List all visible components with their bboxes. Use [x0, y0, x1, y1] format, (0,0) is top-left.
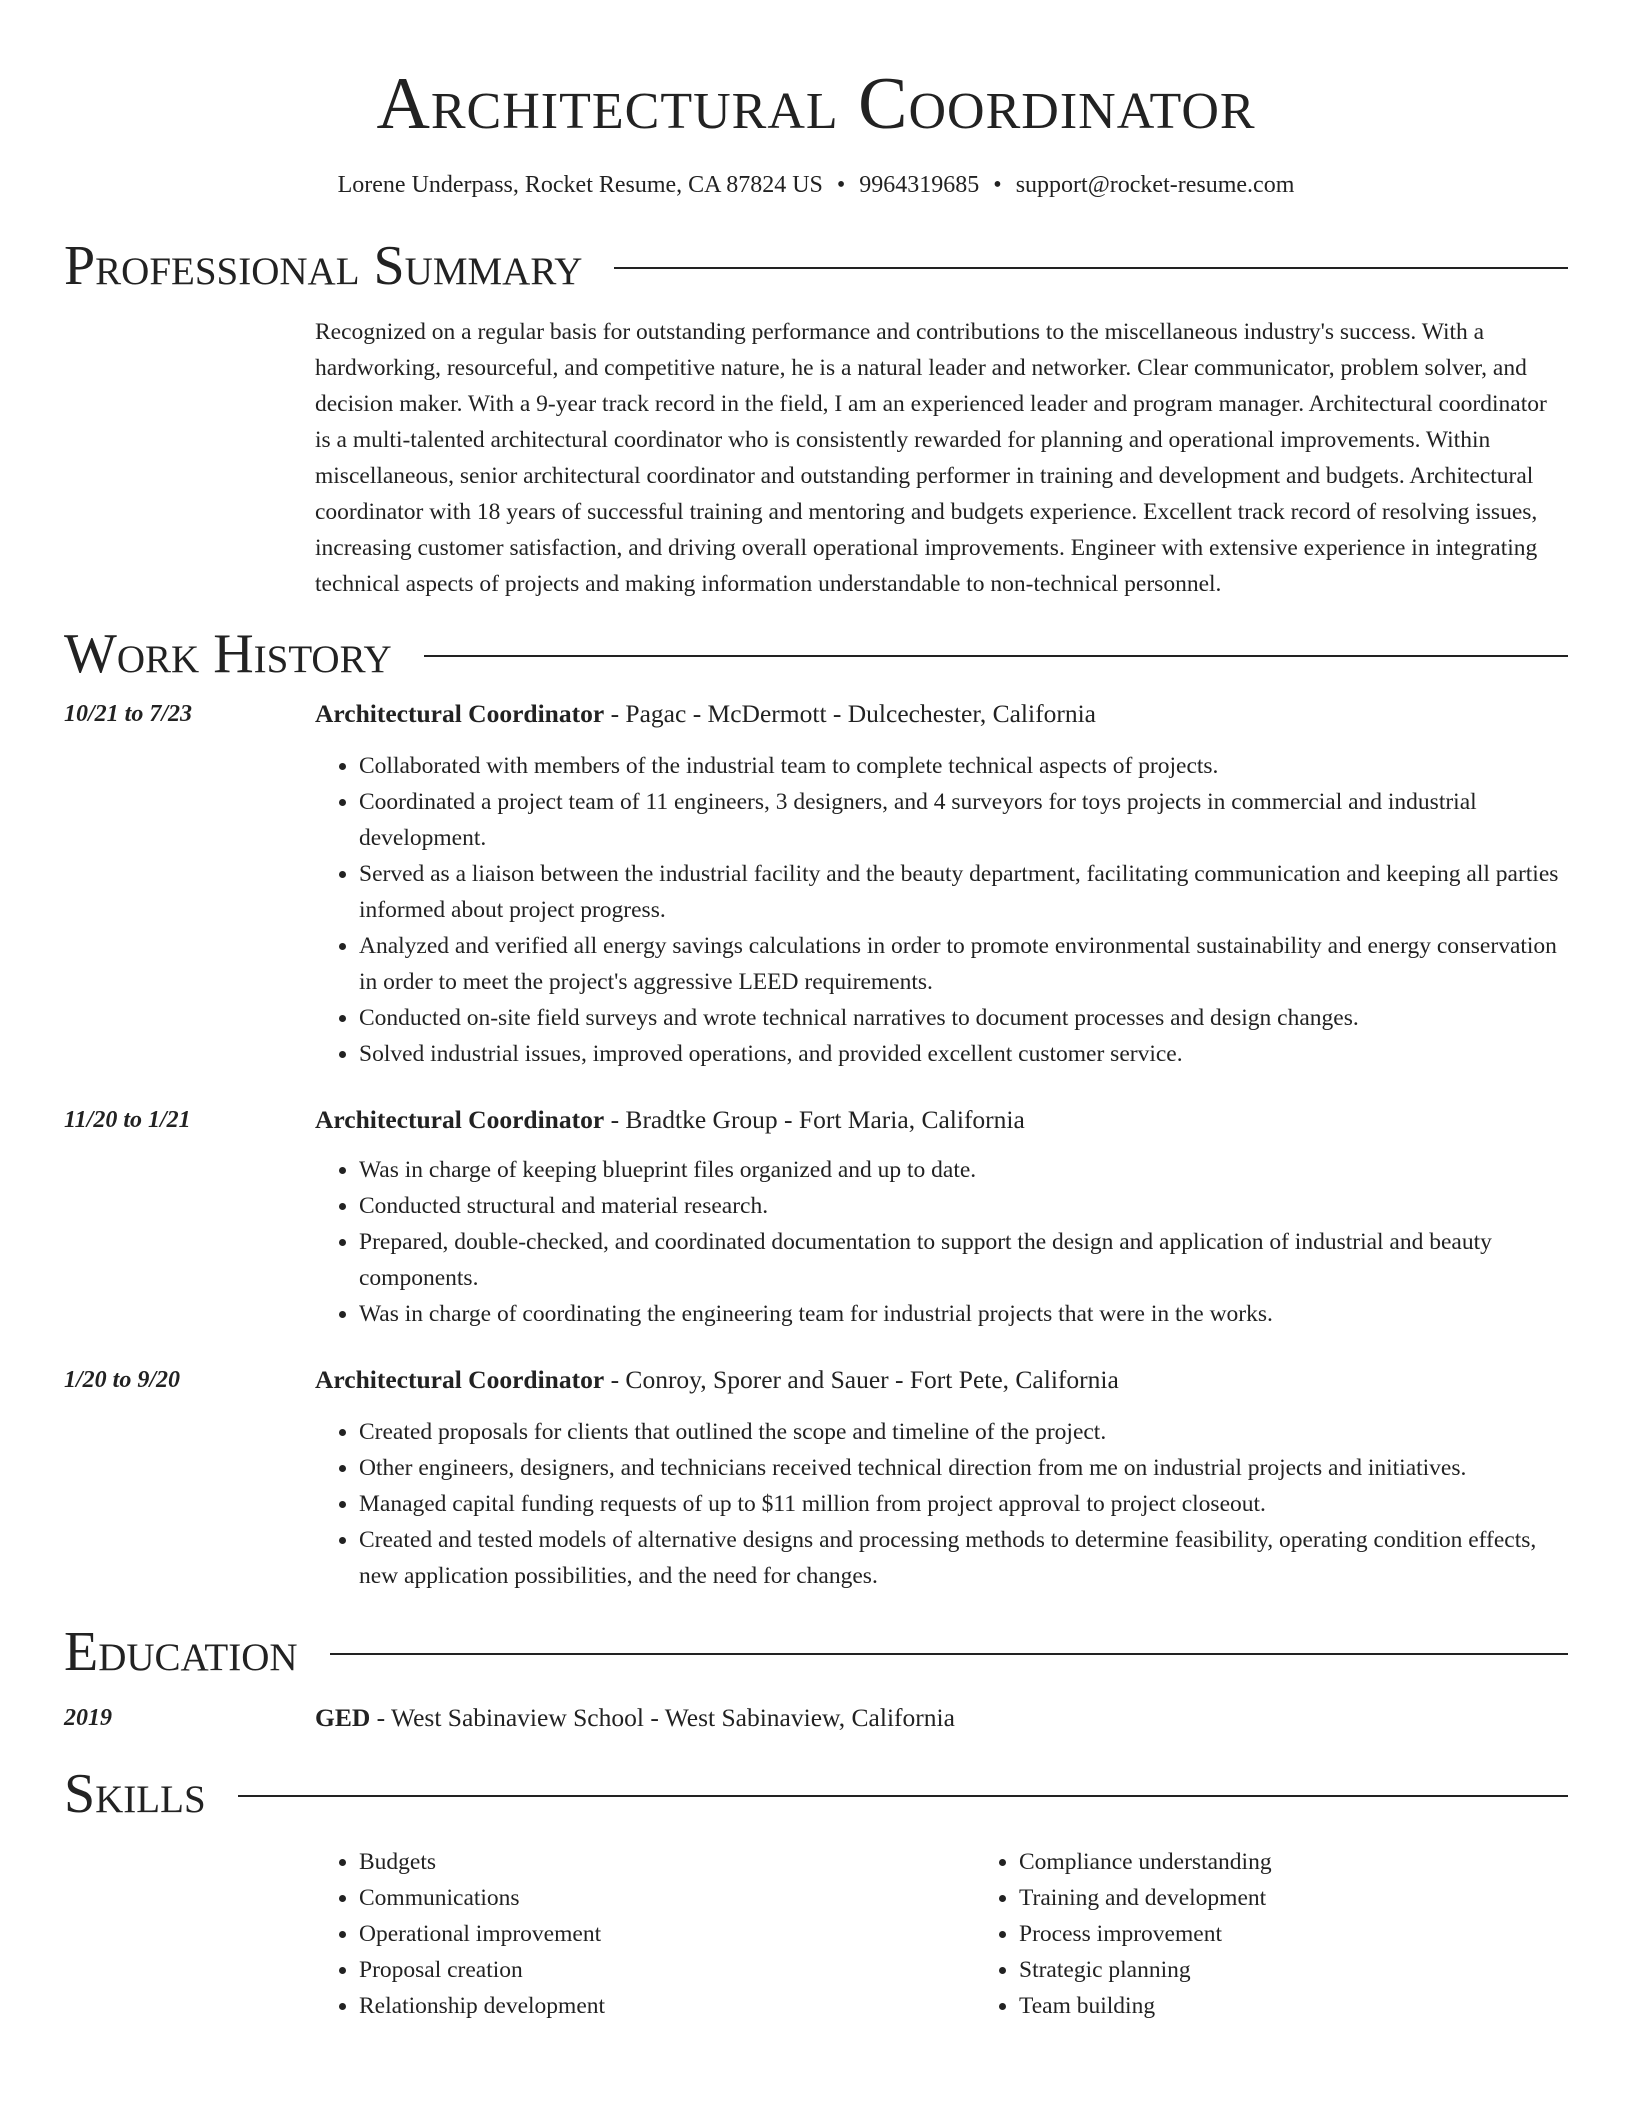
job-details: - Pagac - McDermott - Dulcechester, California [604, 699, 1096, 728]
list-item: • Other engineers, designers, and technicians received technical direction from me on industrial projects and initiatives. [359, 1450, 1568, 1486]
contact-address: Lorene Underpass, Rocket Resume, CA 87824 US [337, 172, 823, 198]
education-details: - West Sabinaview School - West Sabinaview, California [370, 1703, 955, 1732]
job-entry [64, 1104, 1568, 1332]
education-entry [64, 1702, 1568, 1734]
summary-text: Recognized on a regular basis for outstanding performance and contributions to the miscellaneous industry's success. With a hardworking, resourceful, and competitive nature, he is a natural leader and networker. Clear communicator, problem solver, and decision maker. With a 9-year track record in the field, I am an experienced leader and program manager. Architectural coordinator is a multi-talented architectural coordinator who is consistently rewarded for planning and operational improvements. Within miscellaneous, senior architectural coordinator and outstanding performer in training and development and budgets. Architectural coordinator with 18 years of successful training and mentoring and budgets experience. Excellent track record of resolving issues, increasing customer satisfaction, and driving overall operational improvements. Engineer with extensive experience in integrating technical aspects of projects and making information understandable to non-technical personnel. [315, 319, 1547, 597]
list-item: • Proposal creation [359, 1952, 975, 1988]
contact-separator: • [993, 172, 1002, 198]
work-section-header [64, 622, 1568, 686]
education-degree: GED [315, 1703, 371, 1732]
job-title-line [315, 1364, 1568, 1396]
education-year: 2019 [64, 1705, 112, 1731]
skills-list-left [315, 1844, 975, 2024]
job-entry [64, 698, 1568, 1072]
list-item: • Conducted on-site field surveys and wrote technical narratives to document processes and design changes. [359, 1000, 1568, 1036]
section-divider [238, 1795, 1568, 1797]
job-title: Architectural Coordinator [315, 699, 605, 728]
list-item: • Managed capital funding requests of up to $11 million from project approval to project closeout. [359, 1486, 1568, 1522]
job-entry [64, 1364, 1568, 1594]
list-item: • Compliance understanding [1019, 1844, 1632, 1880]
summary-row [64, 314, 1568, 602]
job-title-line [315, 1104, 1568, 1136]
resume-page [64, 0, 1568, 2024]
contact-phone: 9964319685 [859, 172, 980, 198]
contact-email: support@rocket-resume.com [1015, 172, 1295, 198]
list-item: • Created proposals for clients that outlined the scope and timeline of the project. [359, 1414, 1568, 1450]
section-divider [424, 655, 1568, 657]
education-line [315, 1702, 1568, 1734]
list-item: • Strategic planning [1019, 1952, 1632, 1988]
list-item: • Budgets [359, 1844, 975, 1880]
job-title: Architectural Coordinator [315, 1105, 605, 1134]
skills-grid [315, 1844, 1632, 2024]
list-item: • Prepared, double-checked, and coordinated documentation to support the design and application of industrial and beauty components. [359, 1224, 1568, 1296]
resume-name: Architectural Coordinator [376, 63, 1256, 145]
skills-heading: Skills [64, 1763, 206, 1825]
job-title-line [315, 698, 1568, 730]
job-dates: 10/21 to 7/23 [64, 701, 193, 727]
education-body [315, 1702, 1568, 1734]
contact-separator: • [836, 172, 846, 198]
list-item: • Conducted structural and material research. [359, 1188, 1568, 1224]
contact-line [64, 170, 1568, 200]
job-title: Architectural Coordinator [315, 1365, 605, 1394]
list-item: • Was in charge of coordinating the engineering team for industrial projects that were in the works. [359, 1296, 1568, 1332]
skills-spacer [64, 1844, 315, 2024]
summary-spacer [64, 314, 315, 602]
skills-row [64, 1844, 1568, 2024]
job-dates: 11/20 to 1/21 [64, 1107, 191, 1133]
section-divider [614, 267, 1568, 269]
job-body [315, 698, 1568, 1072]
job-body [315, 1364, 1568, 1594]
list-item: • Served as a liaison between the industrial facility and the beauty department, facilitating communication and keeping all parties informed about project progress. [359, 856, 1568, 928]
education-heading: Education [64, 1621, 298, 1683]
list-item: • Analyzed and verified all energy savings calculations in order to promote environmental sustainability and energy conservation in order to meet the project's aggressive LEED requirements. [359, 928, 1568, 1000]
list-item: • Created and tested models of alternative designs and processing methods to determine feasibility, operating condition effects, new application possibilities, and the need for changes. [359, 1522, 1568, 1594]
summary-heading: Professional Summary [64, 235, 583, 297]
list-item: • Collaborated with members of the industrial team to complete technical aspects of projects. [359, 748, 1568, 784]
list-item: • Was in charge of keeping blueprint files organized and up to date. [359, 1152, 1568, 1188]
summary-section-header [64, 234, 1568, 298]
work-heading: Work History [64, 623, 392, 685]
list-item: • Training and development [1019, 1880, 1632, 1916]
list-item: • Coordinated a project team of 11 engineers, 3 designers, and 4 surveyors for toys projects in commercial and industrial development. [359, 784, 1568, 856]
list-item: • Process improvement [1019, 1916, 1632, 1952]
list-item: • Communications [359, 1880, 975, 1916]
skills-list-right [975, 1844, 1632, 2024]
list-item: • Team building [1019, 1988, 1632, 2024]
job-body [315, 1104, 1568, 1332]
job-details: - Bradtke Group - Fort Maria, California [604, 1105, 1025, 1134]
job-bullets [315, 748, 1568, 1072]
job-bullets [315, 1152, 1568, 1332]
section-divider [330, 1653, 1568, 1655]
job-details: - Conroy, Sporer and Sauer - Fort Pete, California [604, 1365, 1119, 1394]
education-section-header [64, 1620, 1568, 1684]
job-bullets [315, 1414, 1568, 1594]
job-dates: 1/20 to 9/20 [64, 1367, 181, 1393]
list-item: • Solved industrial issues, improved operations, and provided excellent customer service. [359, 1036, 1568, 1072]
list-item: • Operational improvement [359, 1916, 975, 1952]
list-item: • Relationship development [359, 1988, 975, 2024]
skills-section-header [64, 1762, 1568, 1826]
